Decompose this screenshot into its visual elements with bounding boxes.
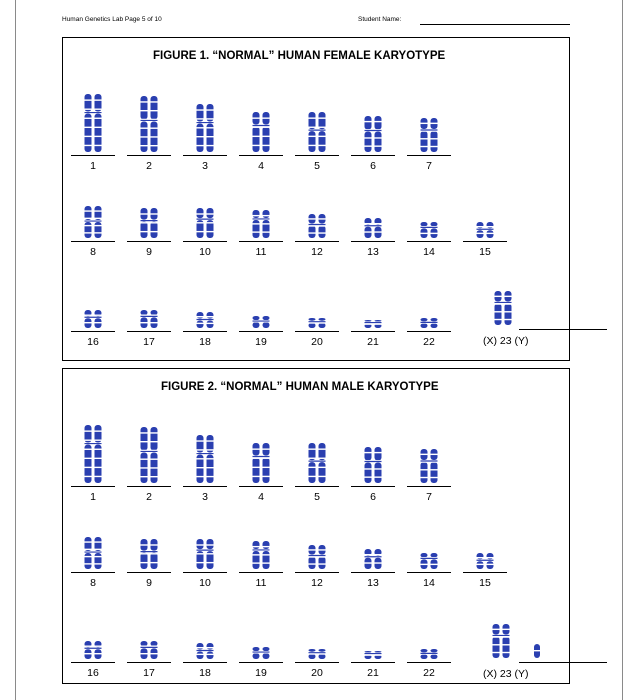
page-edge-right bbox=[622, 0, 623, 700]
chromosome-pair-icon bbox=[197, 435, 214, 483]
chromosome-slot-line bbox=[463, 572, 507, 573]
chromosome-slot-line bbox=[239, 572, 283, 573]
chromosome-number-label: 4 bbox=[258, 160, 264, 172]
chromosome-pair-icon bbox=[141, 641, 158, 659]
chromosome-slot-line bbox=[239, 241, 283, 242]
chromosome-pair-icon bbox=[197, 643, 214, 659]
chromosome-slot-line bbox=[71, 486, 115, 487]
chromosome-number-label: 13 bbox=[367, 577, 379, 589]
chromosome-slot-line bbox=[127, 331, 171, 332]
chromosome-number-label: 14 bbox=[423, 246, 435, 258]
chromosome-slot-line bbox=[183, 331, 227, 332]
chromosome-number-label: 10 bbox=[199, 246, 211, 258]
chromosome-pair-icon bbox=[141, 539, 158, 569]
chromosome-number-label: 6 bbox=[370, 491, 376, 503]
chromosome-pair-icon bbox=[309, 214, 326, 238]
chromosome-slot-line bbox=[127, 662, 171, 663]
chromosome-pair-icon bbox=[197, 312, 214, 328]
chromosome-slot-line bbox=[239, 662, 283, 663]
chromosome-pair-icon bbox=[365, 549, 382, 569]
figure-title: FIGURE 2. “NORMAL” HUMAN MALE KARYOTYPE bbox=[161, 381, 439, 393]
chromosome-number-label: 5 bbox=[314, 491, 320, 503]
chromosome-pair-icon bbox=[421, 118, 438, 152]
chromosome-pair-icon bbox=[85, 310, 102, 328]
chromosome-number-label: 17 bbox=[143, 667, 155, 679]
chromosome-pair-icon bbox=[253, 316, 270, 328]
chromosome-pair-icon bbox=[495, 291, 512, 325]
chromosome-number-label: 7 bbox=[426, 160, 432, 172]
chromosome-pair-icon bbox=[477, 553, 494, 569]
chromosome-slot-line bbox=[183, 155, 227, 156]
chromosome-pair-icon bbox=[477, 222, 494, 238]
chromosome-pair-icon bbox=[309, 545, 326, 569]
chromosome-slot-line bbox=[407, 486, 451, 487]
chromosome-pair-icon bbox=[141, 208, 158, 238]
figure-male-karyotype bbox=[62, 368, 570, 684]
student-name-field[interactable] bbox=[420, 24, 570, 25]
chromosome-slot-line bbox=[351, 241, 395, 242]
chromosome-number-label: 10 bbox=[199, 577, 211, 589]
chromosome-pair-icon bbox=[85, 537, 102, 569]
karyotype-chromosomes bbox=[63, 38, 569, 358]
chromosome-slot-line bbox=[407, 662, 451, 663]
chromosome-pair-icon bbox=[141, 96, 158, 152]
chromosome-slot-line bbox=[295, 155, 339, 156]
karyotype-chromosomes bbox=[63, 369, 569, 689]
chromosome-number-label: 19 bbox=[255, 336, 267, 348]
chromosome-slot-line bbox=[295, 331, 339, 332]
chromosome-pair-icon bbox=[421, 649, 438, 659]
sex-slot-line-x bbox=[519, 329, 563, 330]
chromosome-number-label: 22 bbox=[423, 336, 435, 348]
chromosome-number-label: 8 bbox=[90, 577, 96, 589]
chromosome-slot-line bbox=[295, 572, 339, 573]
chromosome-slot-line bbox=[183, 572, 227, 573]
chromosome-number-label: 21 bbox=[367, 336, 379, 348]
chromosome-number-label: 9 bbox=[146, 246, 152, 258]
chromosome-slot-line bbox=[351, 155, 395, 156]
page-edge-left bbox=[15, 0, 16, 700]
chromosome-number-label: 4 bbox=[258, 491, 264, 503]
chromosome-slot-line bbox=[351, 662, 395, 663]
chromosome-pair-icon bbox=[365, 218, 382, 238]
chromosome-number-label: 5 bbox=[314, 160, 320, 172]
chromosome-pair-icon bbox=[85, 425, 102, 483]
chromosome-number-label: 12 bbox=[311, 577, 323, 589]
header-page-info: Human Genetics Lab Page 5 of 10 bbox=[62, 16, 162, 23]
chromosome-slot-line bbox=[239, 331, 283, 332]
chromosome-number-label: 9 bbox=[146, 577, 152, 589]
chromosome-number-label: 1 bbox=[90, 160, 96, 172]
chromosome-number-label: 2 bbox=[146, 160, 152, 172]
sex-chromosome-label: (X) 23 (Y) bbox=[483, 335, 529, 347]
chromosome-number-label: 19 bbox=[255, 667, 267, 679]
figure-title: FIGURE 1. “NORMAL” HUMAN FEMALE KARYOTYPE bbox=[153, 50, 446, 62]
chromosome-pair-icon bbox=[197, 104, 214, 152]
chromosome-pair-icon bbox=[253, 647, 270, 659]
chromosome-slot-line bbox=[127, 241, 171, 242]
chromosome-slot-line bbox=[183, 662, 227, 663]
chromosome-slot-line bbox=[127, 572, 171, 573]
y-chromosome-icon bbox=[534, 644, 540, 658]
chromosome-slot-line bbox=[183, 241, 227, 242]
chromosome-slot-line bbox=[71, 572, 115, 573]
chromosome-slot-line bbox=[407, 241, 451, 242]
chromosome-pair-icon bbox=[253, 443, 270, 483]
chromosome-pair-icon bbox=[365, 116, 382, 152]
chromosome-pair-icon bbox=[421, 449, 438, 483]
chromosome-number-label: 22 bbox=[423, 667, 435, 679]
chromosome-pair-icon bbox=[421, 222, 438, 238]
chromosome-number-label: 21 bbox=[367, 667, 379, 679]
chromosome-slot-line bbox=[295, 241, 339, 242]
chromosome-number-label: 3 bbox=[202, 491, 208, 503]
chromosome-slot-line bbox=[71, 331, 115, 332]
chromosome-pair-icon bbox=[421, 553, 438, 569]
header-student-name-label: Student Name: bbox=[358, 16, 402, 23]
chromosome-number-label: 20 bbox=[311, 336, 323, 348]
chromosome-number-label: 7 bbox=[426, 491, 432, 503]
chromosome-pair-icon bbox=[85, 641, 102, 659]
chromosome-slot-line bbox=[463, 241, 507, 242]
chromosome-slot-line bbox=[71, 241, 115, 242]
chromosome-number-label: 13 bbox=[367, 246, 379, 258]
chromosome-number-label: 14 bbox=[423, 577, 435, 589]
chromosome-pair-icon bbox=[365, 651, 382, 659]
chromosome-number-label: 15 bbox=[479, 246, 491, 258]
chromosome-slot-line bbox=[295, 662, 339, 663]
chromosome-slot-line bbox=[71, 155, 115, 156]
chromosome-pair-icon bbox=[309, 112, 326, 152]
chromosome-pair-icon bbox=[493, 624, 510, 658]
chromosome-pair-icon bbox=[85, 94, 102, 152]
figure-female-karyotype bbox=[62, 37, 570, 361]
chromosome-slot-line bbox=[295, 486, 339, 487]
chromosome-pair-icon bbox=[141, 310, 158, 328]
chromosome-pair-icon bbox=[85, 206, 102, 238]
chromosome-slot-line bbox=[239, 155, 283, 156]
chromosome-number-label: 20 bbox=[311, 667, 323, 679]
chromosome-pair-icon bbox=[253, 112, 270, 152]
chromosome-pair-icon bbox=[421, 318, 438, 328]
chromosome-number-label: 16 bbox=[87, 336, 99, 348]
chromosome-slot-line bbox=[351, 331, 395, 332]
chromosome-number-label: 11 bbox=[255, 577, 267, 589]
sex-slot-line-y bbox=[563, 662, 607, 663]
chromosome-number-label: 11 bbox=[255, 246, 267, 258]
chromosome-pair-icon bbox=[309, 649, 326, 659]
chromosome-number-label: 6 bbox=[370, 160, 376, 172]
sex-slot-line-y bbox=[563, 329, 607, 330]
chromosome-pair-icon bbox=[197, 539, 214, 569]
chromosome-pair-icon bbox=[253, 541, 270, 569]
chromosome-number-label: 8 bbox=[90, 246, 96, 258]
chromosome-number-label: 1 bbox=[90, 491, 96, 503]
chromosome-pair-icon bbox=[365, 447, 382, 483]
chromosome-number-label: 16 bbox=[87, 667, 99, 679]
chromosome-slot-line bbox=[407, 331, 451, 332]
chromosome-pair-icon bbox=[365, 320, 382, 328]
chromosome-number-label: 3 bbox=[202, 160, 208, 172]
chromosome-number-label: 15 bbox=[479, 577, 491, 589]
chromosome-slot-line bbox=[239, 486, 283, 487]
chromosome-slot-line bbox=[127, 155, 171, 156]
chromosome-number-label: 18 bbox=[199, 667, 211, 679]
sex-slot-line-x bbox=[519, 662, 563, 663]
chromosome-number-label: 17 bbox=[143, 336, 155, 348]
chromosome-slot-line bbox=[351, 572, 395, 573]
chromosome-number-label: 2 bbox=[146, 491, 152, 503]
chromosome-slot-line bbox=[407, 572, 451, 573]
chromosome-number-label: 12 bbox=[311, 246, 323, 258]
chromosome-slot-line bbox=[351, 486, 395, 487]
sex-chromosome-label: (X) 23 (Y) bbox=[483, 668, 529, 680]
chromosome-slot-line bbox=[183, 486, 227, 487]
chromosome-pair-icon bbox=[253, 210, 270, 238]
chromosome-pair-icon bbox=[141, 427, 158, 483]
chromosome-slot-line bbox=[407, 155, 451, 156]
chromosome-pair-icon bbox=[197, 208, 214, 238]
chromosome-pair-icon bbox=[309, 443, 326, 483]
chromosome-pair-icon bbox=[309, 318, 326, 328]
chromosome-slot-line bbox=[127, 486, 171, 487]
chromosome-slot-line bbox=[71, 662, 115, 663]
chromosome-number-label: 18 bbox=[199, 336, 211, 348]
